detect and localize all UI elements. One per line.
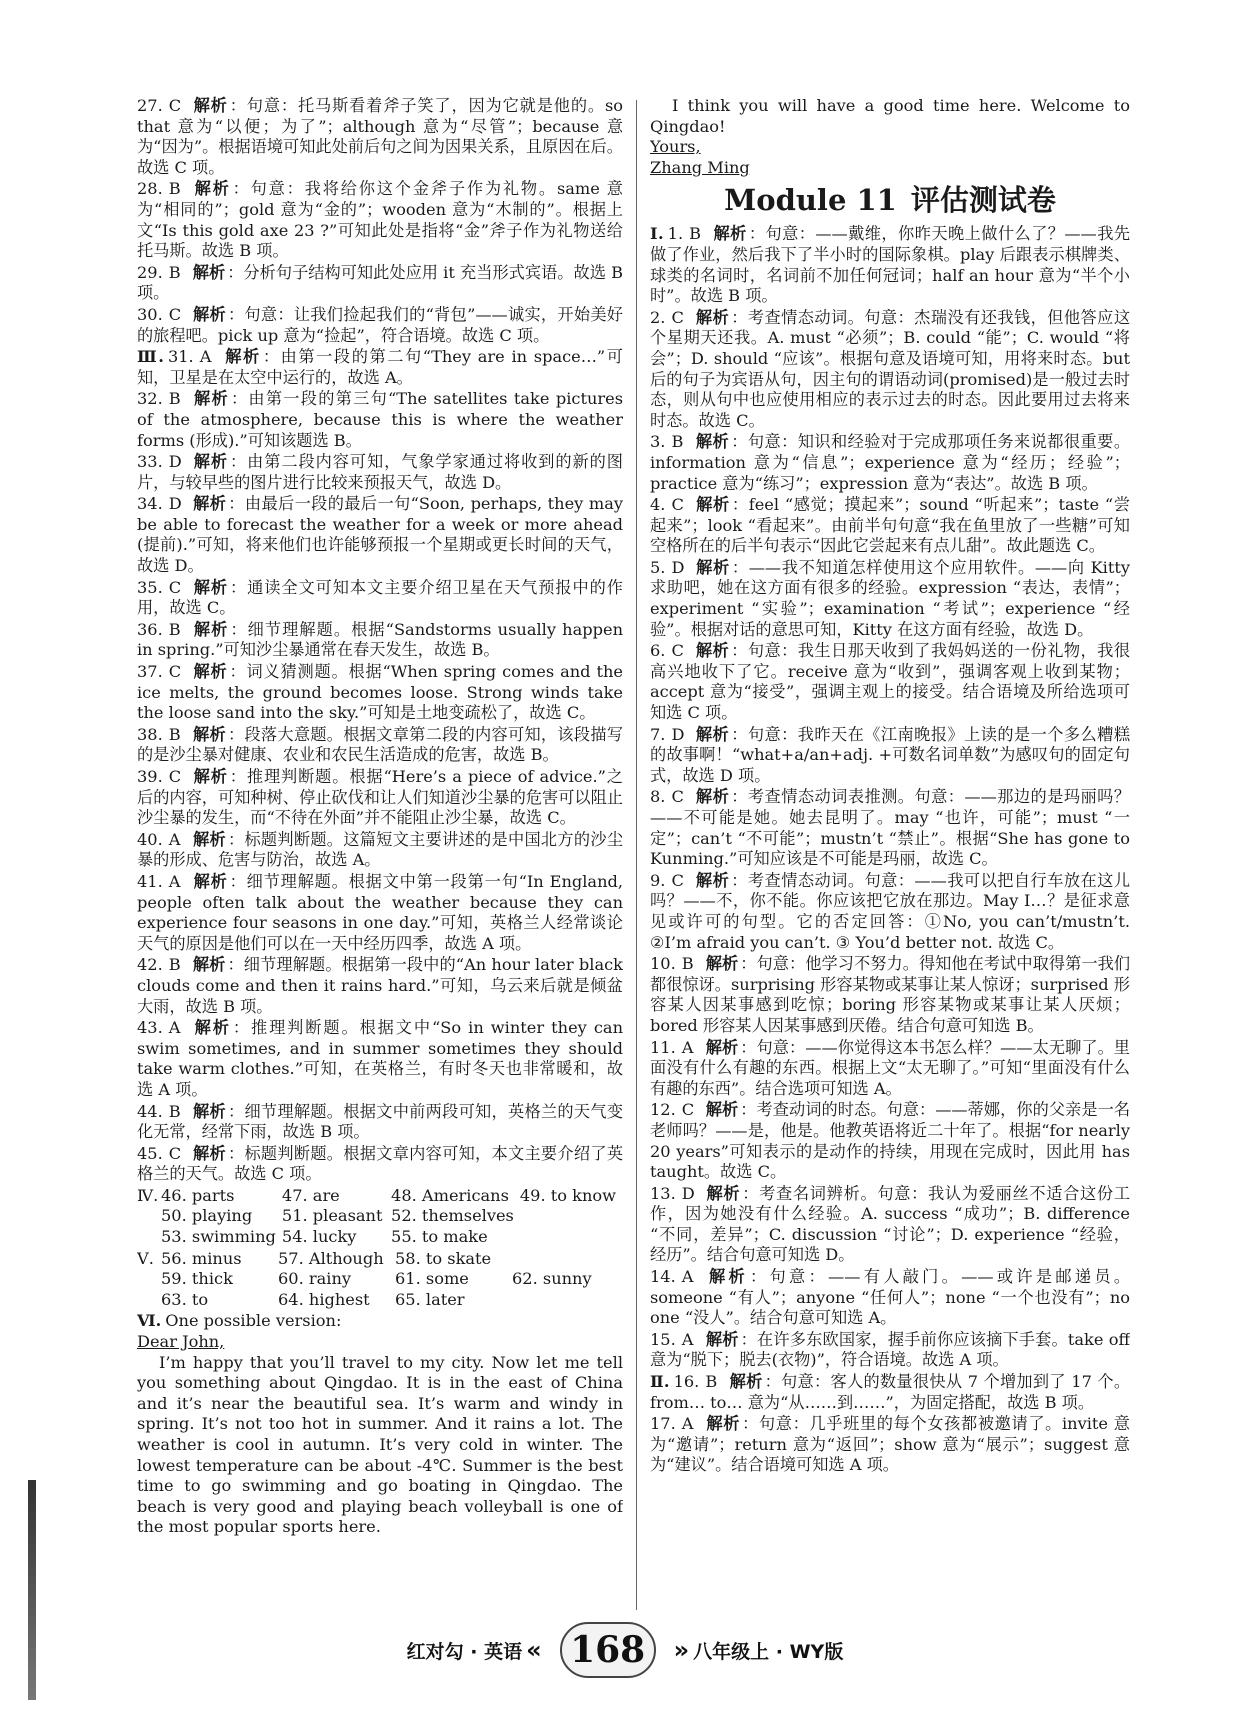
analysis-label: 解析 bbox=[192, 767, 228, 786]
letter-paragraph: I think you will have a good time here. Welcome to Qingdao! bbox=[650, 96, 1130, 136]
answer-item bbox=[137, 662, 623, 724]
writing-sample-continued bbox=[650, 96, 1130, 178]
item-explanation: ：考查动词的时态。句意：——蒂娜，你的父亲是一名老师吗？——是，他是。他教英语将近二十年了。根据“for nearly 20 years”可知表示的是动作的持续，用现在完成时，因此用 has taught。故选 C。 bbox=[650, 1100, 1130, 1182]
answer-item bbox=[137, 347, 623, 388]
answer-item bbox=[137, 830, 623, 871]
item-answer: C bbox=[168, 304, 182, 324]
item-answer: D bbox=[681, 1183, 695, 1203]
item-answer: B bbox=[168, 1101, 181, 1121]
item-answer: D bbox=[671, 557, 685, 577]
answer-item bbox=[650, 787, 1130, 869]
item-explanation: ：考查情态动词表推测。句意：——那边的是玛丽吗？——不可能是她。她去昆明了。may “也许，可能”；must “一定”；can’t “不可能”；mustn’t “禁止”。根据“She has gone to Kunming.”可知应该是不可能是玛丽，故选 C。 bbox=[650, 787, 1130, 869]
item-explanation: ：推理判断题。根据文中“So in winter they can swim sometimes, and in summer sometimes they should take warm clothes.”可知，在英格兰，有时冬天也非常暖和，故选 A 项。 bbox=[137, 1018, 623, 1099]
section-numeral bbox=[137, 1206, 155, 1227]
answer-item bbox=[137, 494, 623, 576]
answer-item bbox=[650, 1184, 1130, 1266]
analysis-label: 解析 bbox=[192, 619, 229, 639]
item-explanation: ：标题判断题。这篇短文主要讲述的是中国北方的沙尘暴的形成、危害与防治，故选 A。 bbox=[137, 829, 623, 870]
analysis-label: 解析 bbox=[695, 724, 730, 744]
item-answer: C bbox=[168, 96, 182, 115]
analysis-label: 解析 bbox=[192, 662, 228, 682]
item-explanation: ：句意：我生日那天收到了我妈妈送的一份礼物，我很高兴地收下了它。receive 意为“收到”，强调客观上收到某物；accept 意为“接受”，强调主观上的接受。结合语境及所给选项可知选 C 项。 bbox=[650, 641, 1130, 723]
item-number: 8. bbox=[650, 787, 666, 807]
analysis-label: 解析 bbox=[705, 1414, 741, 1434]
item-number: 2. bbox=[650, 307, 666, 327]
item-explanation: ：段落大意题。根据文章第二段的内容可知，该段描写的是沙尘暴对健康、农业和农民生活造成的危害，故选 B。 bbox=[137, 724, 623, 765]
item-number: 40. bbox=[137, 829, 163, 849]
writing-sample bbox=[137, 1311, 623, 1538]
item-explanation: ：句意：几乎班里的每个女孩都被邀请了。invite 意为“邀请”；return 意为“返回”；show 意为“展示”；suggest 意为“建议”。结合语境可知选 A 项。 bbox=[650, 1414, 1130, 1475]
blank-answer: 51. pleasant bbox=[281, 1206, 383, 1226]
item-answer: C bbox=[671, 787, 684, 807]
analysis-label: 解析 bbox=[729, 1372, 763, 1392]
analysis-label: 解析 bbox=[192, 179, 231, 199]
blank-answer: 57. Although bbox=[278, 1248, 384, 1268]
analysis-label: 解析 bbox=[192, 955, 226, 975]
writing-heading-text: One possible version: bbox=[165, 1311, 342, 1331]
analysis-label: 解析 bbox=[695, 641, 730, 661]
item-answer: A bbox=[168, 829, 181, 849]
letter-salutation: Dear John, bbox=[137, 1332, 225, 1352]
item-explanation: ：通读全文可知本文主要介绍卫星在天气预报中的作用，故选 C。 bbox=[137, 577, 623, 618]
item-number: 14. bbox=[650, 1267, 676, 1287]
item-number: 44. bbox=[137, 1101, 163, 1121]
item-number: 6. bbox=[650, 641, 666, 661]
binding-edge-mark bbox=[28, 1480, 36, 1700]
item-answer: C bbox=[681, 1100, 695, 1120]
blank-answer bbox=[520, 1206, 623, 1227]
item-answer: B bbox=[705, 1372, 718, 1392]
blank-answer: 54. lucky bbox=[281, 1227, 357, 1247]
blank-answer: 65. later bbox=[395, 1289, 465, 1309]
blank-answer bbox=[512, 1290, 623, 1311]
answer-item bbox=[650, 495, 1130, 557]
answer-item bbox=[137, 725, 623, 766]
letter-signature: Zhang Ming bbox=[650, 157, 750, 177]
item-answer: B bbox=[168, 262, 181, 282]
answer-item bbox=[650, 725, 1130, 787]
section-numeral: Ⅱ. bbox=[650, 1372, 670, 1392]
item-explanation: ：考查名词辨析。句意：我认为爱丽丝不适合这份工作，因为她没有什么经验。A. success “成功”；B. difference “不同，差异”；C. discussion “讨论”；D. experience “经验，经历”。结合句意可知选 D。 bbox=[650, 1183, 1130, 1265]
blank-answer: 55. to make bbox=[391, 1227, 488, 1247]
item-answer: B bbox=[168, 389, 181, 409]
module-title-en: Module 11 bbox=[724, 183, 897, 218]
answer-item bbox=[650, 641, 1130, 723]
blank-answer: 53. swimming bbox=[161, 1227, 276, 1247]
analysis-label: 解析 bbox=[695, 307, 730, 327]
item-number: 33. bbox=[137, 452, 163, 472]
answer-item bbox=[137, 872, 623, 954]
answer-item bbox=[650, 308, 1130, 432]
analysis-label: 解析 bbox=[695, 870, 730, 890]
item-number: 4. bbox=[650, 495, 666, 515]
blank-answer: 58. to skate bbox=[395, 1248, 492, 1268]
letter-paragraph: I’m happy that you’ll travel to my city. Now let me tell you something about Qingdao. It is in the east of China and it’s near the beautiful sea. It’s warm and windy in spring. It’s not too hot in summer. And it rains a lot. The weather is cool in autumn. It’s very cold in winter. The lowest temperature can be about -4℃. Summer is the best time to go swimming and go boating in Qingdao. The beach is very good and playing beach volleyball is one of the most popular sports here. bbox=[137, 1352, 623, 1537]
item-answer: C bbox=[168, 767, 182, 786]
item-explanation: ：细节理解题。根据第一段中的“An hour later black clouds come and then it rains hard.”可知，乌云来后就是倾盆大雨，故选 B 项。 bbox=[137, 955, 623, 1016]
answer-item bbox=[650, 1267, 1130, 1329]
item-explanation: ：句意：我昨天在《江南晚报》上读的是一个多么糟糕的故事啊！“what+a/an+adj. +可数名词单数”为感叹句的固定句式，故选 D 项。 bbox=[650, 724, 1130, 785]
item-explanation: ：句意：托马斯看着斧子笑了，因为它就是他的。so that 意为“以便；为了”；although 意为“尽管”；because 意为“因为”。根据语境可知此处前后句之间为因果关系，且原因在后。故选 C 项。 bbox=[137, 96, 623, 177]
blank-answer: 49. to know bbox=[519, 1185, 616, 1205]
item-answer: A bbox=[681, 1329, 694, 1349]
item-answer: C bbox=[168, 577, 182, 597]
analysis-label: 解析 bbox=[695, 495, 730, 515]
analysis-label: 解析 bbox=[192, 452, 228, 472]
item-number: 36. bbox=[137, 619, 163, 639]
analysis-label: 解析 bbox=[695, 432, 730, 452]
blank-answer: 47. are bbox=[281, 1185, 340, 1205]
blank-answer: 48. Americans bbox=[391, 1185, 509, 1205]
item-answer: D bbox=[168, 494, 182, 514]
item-answer: C bbox=[168, 662, 182, 682]
item-explanation: ：考查情态动词。句意：杰瑞没有还我钱，但他答应这个星期天还我。A. must “必须”；B. could “能”；C. would “将会”；D. should “应该”。根据句意及语境可知，用将来时态。but 后的句子为宾语从句，因主句的谓语动词(promised)是一般过去时态，则从句中也应使用相应的表示过去的时态。因此要用过去将来时态。故选 C。 bbox=[650, 307, 1130, 430]
item-explanation: ：句意：——有人敲门。——或许是邮递员。someone “有人”；anyone “任何人”；none “一个也没有”；no one “没人”。结合句意可知选 A。 bbox=[650, 1267, 1130, 1328]
blank-answer: 46. parts bbox=[161, 1185, 235, 1205]
answer-item bbox=[137, 263, 623, 304]
answer-item bbox=[650, 871, 1130, 953]
analysis-label: 解析 bbox=[192, 1101, 226, 1121]
item-number: 38. bbox=[137, 724, 163, 744]
blank-answer bbox=[512, 1249, 623, 1270]
item-number: 28. bbox=[137, 179, 163, 199]
item-explanation: ：标题判断题。根据文章内容可知，本文主要介绍了英格兰的天气。故选 C 项。 bbox=[137, 1143, 623, 1184]
item-explanation: ：由最后一段的最后一句“Soon, perhaps, they may be able to forecast the weather for a week or more ahead (提前).”可知，将来他们也许能够预报一个星期或更长时间的天气，故选 D。 bbox=[137, 494, 623, 576]
item-number: 32. bbox=[137, 389, 163, 409]
item-number: 31. bbox=[167, 347, 194, 367]
item-explanation: ：在许多东欧国家，握手前你应该摘下手套。take off 意为“脱下；脱去(衣物)”，符合语境。故选 A 项。 bbox=[650, 1329, 1130, 1370]
item-answer: B bbox=[168, 179, 181, 199]
item-number: 41. bbox=[137, 871, 163, 891]
item-answer: B bbox=[168, 955, 181, 975]
item-explanation: ：词义猜测题。根据“When spring comes and the ice melts, the ground becomes loose. Strong winds take the loose sand into the sky.”可知是土地变疏松了，故选 C。 bbox=[137, 662, 623, 723]
analysis-label: 解析 bbox=[223, 347, 261, 367]
item-number: 12. bbox=[650, 1100, 676, 1120]
analysis-label: 解析 bbox=[705, 1329, 739, 1349]
item-answer: A bbox=[681, 1037, 694, 1057]
blank-answer: 60. rainy bbox=[278, 1269, 352, 1289]
analysis-label: 解析 bbox=[713, 224, 747, 244]
analysis-label: 解析 bbox=[192, 1018, 231, 1038]
section-numeral bbox=[137, 1290, 155, 1311]
answer-item bbox=[650, 558, 1130, 640]
item-number: 7. bbox=[650, 724, 666, 744]
item-number: 3. bbox=[650, 432, 666, 452]
item-answer: A bbox=[168, 1018, 181, 1038]
writing-heading bbox=[137, 1311, 623, 1332]
analysis-label: 解析 bbox=[705, 1037, 739, 1057]
page-number: 168 bbox=[560, 1622, 656, 1678]
item-explanation: ：细节理解题。根据文中第一段第一句“In England, people often talk about the weather because they can experience four seasons in one day.”可知，英格兰人经常谈论天气的原因是他们可以在一天中经历四季，故选 A 项。 bbox=[137, 871, 623, 953]
item-answer: B bbox=[689, 224, 702, 244]
item-number: 39. bbox=[137, 767, 163, 786]
item-explanation: ：由第一段的第三句“The satellites take pictures of the atmosphere, because this is where the weather forms (形成).”可知该题选 B。 bbox=[137, 389, 623, 450]
item-number: 15. bbox=[650, 1329, 676, 1349]
grade-edition-label: 八年级上 · WY版 bbox=[693, 1640, 844, 1663]
answer-item bbox=[137, 179, 623, 261]
analysis-label: 解析 bbox=[705, 1100, 739, 1120]
item-number: 34. bbox=[137, 494, 163, 514]
analysis-label: 解析 bbox=[695, 557, 730, 577]
answer-item bbox=[137, 96, 623, 178]
blank-answer: 62. sunny bbox=[512, 1269, 592, 1289]
item-explanation: ：由第一段的第二句“They are in space…”可知，卫星是在太空中运行的，故选 A。 bbox=[137, 347, 623, 387]
fill-blank-answers bbox=[137, 1249, 623, 1311]
section-numeral: Ⅲ. bbox=[137, 347, 164, 367]
letter-closing: Yours, bbox=[650, 137, 701, 157]
item-explanation: ：分析句子结构可知此处应用 it 充当形式宾语。故选 B 项。 bbox=[137, 262, 623, 303]
item-answer: B bbox=[168, 724, 181, 744]
blank-answer: 52. themselves bbox=[391, 1206, 514, 1226]
item-answer: C bbox=[671, 307, 684, 327]
blank-answer: 63. to bbox=[161, 1289, 209, 1309]
answer-item bbox=[137, 767, 623, 829]
right-column bbox=[650, 96, 1130, 1619]
section-numeral: Ⅵ. bbox=[137, 1311, 162, 1331]
item-explanation: ：句意：客人的数量很快从 7 个增加到了 17 个。from… to… 意为“从……到……”，为固定搭配，故选 B 项。 bbox=[650, 1372, 1130, 1412]
item-number: 11. bbox=[650, 1037, 676, 1057]
item-explanation: ：细节理解题。根据文中前两段可知，英格兰的天气变化无常，经常下雨，故选 B 项。 bbox=[137, 1101, 623, 1142]
item-answer: A bbox=[199, 347, 212, 367]
answer-item bbox=[137, 389, 623, 451]
blank-answer: 56. minus bbox=[161, 1248, 242, 1268]
item-number: 9. bbox=[650, 870, 666, 890]
item-number: 42. bbox=[137, 955, 163, 975]
module-title-cn: 评估测试卷 bbox=[910, 183, 1056, 218]
analysis-label: 解析 bbox=[192, 262, 226, 282]
column-divider bbox=[636, 100, 637, 1610]
item-explanation: ：句意：让我们捡起我们的“背包”——诚实，开始美好的旅程吧。pick up 意为“捡起”，符合语境。故选 C 项。 bbox=[137, 304, 623, 345]
blank-answer: 59. thick bbox=[161, 1269, 233, 1289]
analysis-label: 解析 bbox=[192, 304, 226, 324]
item-explanation: ：推理判断题。根据“Here’s a piece of advice.”之后的内容，可知种树、停止砍伐和让人们知道沙尘暴的危害可以阻止沙尘暴的发生，而“不待在外面”并不能阻止沙尘暴，故选 C。 bbox=[137, 767, 623, 828]
section-numeral: Ⅰ. bbox=[650, 224, 664, 244]
fill-blank-answers bbox=[137, 1186, 623, 1248]
answer-item bbox=[137, 620, 623, 661]
section-numeral bbox=[137, 1269, 155, 1290]
item-answer: B bbox=[681, 954, 694, 974]
item-answer: C bbox=[671, 641, 684, 661]
item-number: 27. bbox=[137, 96, 163, 115]
section-numeral bbox=[137, 1227, 155, 1248]
blank-answer bbox=[520, 1227, 623, 1248]
answer-item bbox=[137, 1102, 623, 1143]
item-number: 37. bbox=[137, 662, 163, 682]
answer-item bbox=[650, 224, 1130, 306]
section-numeral: Ⅴ. bbox=[137, 1248, 154, 1268]
item-explanation: ：由第二段内容可知，气象学家通过将收到的新的图片，与较早些的图片进行比较来预报天气，故选 D。 bbox=[137, 452, 623, 492]
answer-item bbox=[650, 1372, 1130, 1413]
item-explanation: ：句意：他学习不努力。得知他在考试中取得第一我们都很惊讶。surprising 形容某物或某事让某人惊讶；surprised 形容某人因某事感到吃惊；boring 形容某物或某事让某人厌烦；bored 形容某人因某事感到厌倦。结合句意可知选 B。 bbox=[650, 954, 1130, 1035]
item-explanation: ：考查情态动词。句意：——我可以把自行车放在这儿吗？——不，你不能。你应该把它放在那边。May I…？是征求意见或许可的句型。它的否定回答：①No, you can’t/mustn’t. ②I’m afraid you can’t. ③ You’d better not. 故选 C。 bbox=[650, 870, 1130, 952]
answer-item bbox=[137, 578, 623, 619]
item-number: 5. bbox=[650, 557, 666, 577]
item-explanation: ：句意：知识和经验对于完成那项任务来说都很重要。information 意为“信息”；experience 意为“经历；经验”；practice 意为“练习”；expression 意为“表达”。故选 B 项。 bbox=[650, 432, 1130, 493]
item-number: 16. bbox=[673, 1372, 700, 1392]
answer-item bbox=[137, 1144, 623, 1185]
analysis-label: 解析 bbox=[705, 1267, 749, 1287]
item-answer: A bbox=[168, 871, 181, 891]
item-number: 10. bbox=[650, 954, 676, 974]
item-answer: B bbox=[168, 619, 181, 639]
item-explanation: ：句意：我将给你这个金斧子作为礼物。same 意为“相同的”；gold 意为“金的”；wooden 意为“木制的”。根据上文“Is this gold axe 23 ?”可知此处是指将“金”斧子作为礼物送给托马斯。故选 B 项。 bbox=[137, 179, 623, 261]
item-number: 35. bbox=[137, 577, 163, 597]
item-number: 29. bbox=[137, 262, 163, 282]
item-answer: C bbox=[671, 870, 684, 890]
analysis-label: 解析 bbox=[192, 1143, 226, 1163]
analysis-label: 解析 bbox=[192, 389, 229, 409]
book-series-label: 红对勾 · 英语 bbox=[406, 1640, 523, 1663]
chevron-right-icon: » bbox=[673, 1636, 690, 1664]
analysis-label: 解析 bbox=[192, 494, 227, 514]
analysis-label: 解析 bbox=[192, 871, 228, 891]
item-explanation: ：句意：——你觉得这本书怎么样？——太无聊了。里面没有什么有趣的东西。根据上文“太无聊了。”可知“里面没有什么有趣的东西”。结合选项可知选 A。 bbox=[650, 1037, 1130, 1098]
answer-item bbox=[650, 1330, 1130, 1371]
item-number: 30. bbox=[137, 304, 163, 324]
analysis-label: 解析 bbox=[192, 829, 226, 849]
item-explanation: ：细节理解题。根据“Sandstorms usually happen in spring.”可知沙尘暴通常在春天发生，故选 B。 bbox=[137, 619, 623, 660]
item-answer: C bbox=[168, 1143, 182, 1163]
chevron-left-icon: « bbox=[526, 1636, 542, 1664]
blank-answer: 50. playing bbox=[161, 1206, 253, 1226]
answer-item bbox=[650, 954, 1130, 1036]
item-answer: D bbox=[168, 452, 182, 472]
analysis-label: 解析 bbox=[695, 787, 730, 807]
item-answer: A bbox=[681, 1414, 694, 1434]
answer-item bbox=[650, 1100, 1130, 1182]
answer-item bbox=[137, 305, 623, 346]
answer-item bbox=[650, 1414, 1130, 1476]
item-explanation: ：句意：——戴维，你昨天晚上做什么了？——我先做了作业，然后我下了半小时的国际象棋。play 后跟表示棋牌类、球类的名词时，名词前不加任何冠词；half an hour 意为“半个小时”。故选 B 项。 bbox=[650, 224, 1130, 306]
answer-item bbox=[137, 1018, 623, 1100]
blank-answer: 61. some bbox=[395, 1269, 469, 1289]
answer-item bbox=[137, 452, 623, 493]
analysis-label: 解析 bbox=[705, 954, 739, 974]
item-answer: B bbox=[671, 432, 684, 452]
analysis-label: 解析 bbox=[705, 1183, 741, 1203]
item-explanation: ：——我不知道怎样使用这个应用软件。——向 Kitty 求助吧，她在这方面有很多的经验。expression “表达，表情”；experiment “实验”；examination “考试”；experience “经验”。根据对话的意思可知，Kitty 在这方面有经验，故选 D。 bbox=[650, 557, 1130, 639]
analysis-label: 解析 bbox=[192, 96, 228, 115]
item-answer: C bbox=[671, 495, 684, 515]
item-answer: A bbox=[681, 1267, 694, 1287]
analysis-label: 解析 bbox=[192, 724, 226, 744]
section-numeral: Ⅳ. bbox=[137, 1185, 159, 1205]
answer-item bbox=[650, 1038, 1130, 1100]
item-number: 45. bbox=[137, 1143, 163, 1163]
answer-item bbox=[137, 955, 623, 1017]
item-explanation: ：feel “感觉；摸起来”；sound “听起来”；taste “尝起来”；look “看起来”。由前半句句意“我在鱼里放了一些糖”可知空格所在的后半句表示“因此它尝起来有点儿甜”。故此题选 C。 bbox=[650, 495, 1130, 556]
blank-answer: 64. highest bbox=[278, 1289, 370, 1309]
module-title bbox=[650, 180, 1130, 220]
page-footer bbox=[0, 1624, 1250, 1676]
item-number: 13. bbox=[650, 1183, 676, 1203]
item-answer: D bbox=[671, 724, 685, 744]
item-number: 1. bbox=[667, 224, 684, 244]
item-number: 17. bbox=[650, 1414, 676, 1434]
answer-item bbox=[650, 432, 1130, 494]
analysis-label: 解析 bbox=[192, 577, 228, 597]
item-number: 43. bbox=[137, 1018, 163, 1038]
left-column bbox=[137, 96, 623, 1619]
